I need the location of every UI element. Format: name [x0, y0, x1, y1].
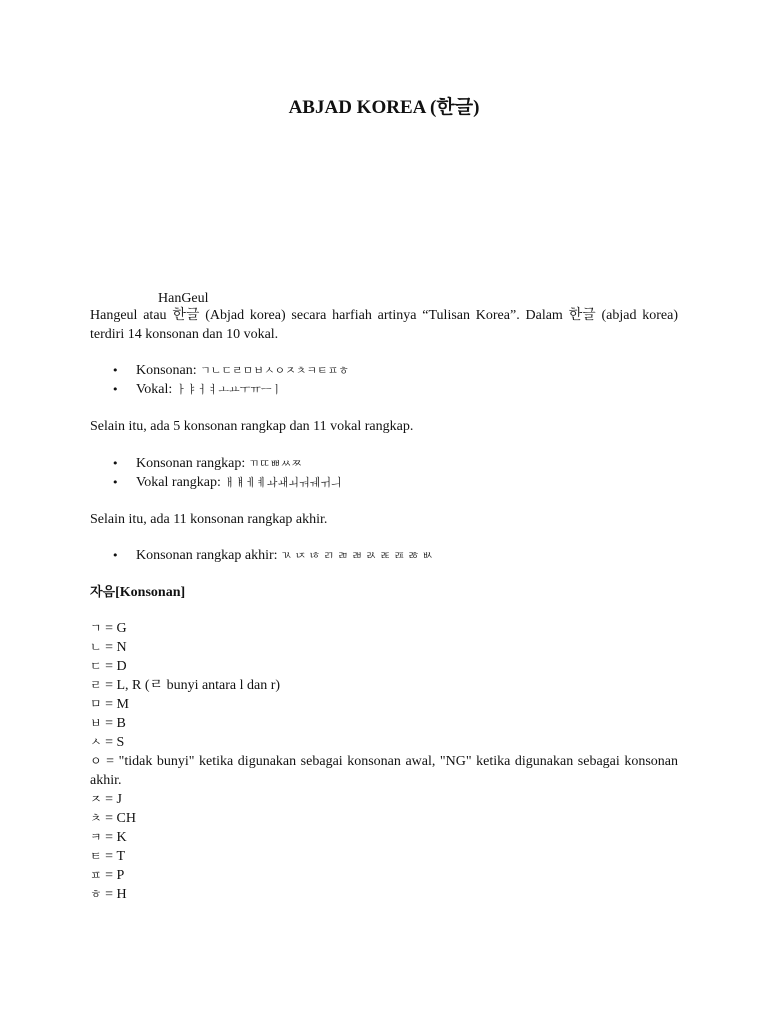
consonant-value: = CH: [101, 811, 136, 826]
consonant-row: [90, 638, 678, 657]
list-item: [90, 380, 349, 399]
consonant-row: [90, 752, 678, 790]
list-item: [90, 473, 341, 492]
consonant-value: = G: [101, 621, 127, 636]
consonant-jamo: ㅎ: [90, 887, 102, 901]
list-item-label: Vokal rangkap:: [136, 475, 225, 490]
consonant-row: [90, 847, 678, 866]
consonant-jamo: ㅂ: [90, 716, 102, 730]
section-heading-korean: 자음: [90, 585, 116, 600]
consonant-jamo: ㄱ: [90, 621, 102, 635]
consonant-jamo: ㅁ: [90, 697, 102, 711]
consonant-row: [90, 828, 678, 847]
consonant-row: [90, 676, 678, 695]
list-item-chars: ㄲㄸㅃㅆㅉ: [248, 457, 302, 470]
list-item: [90, 361, 349, 380]
double-letters-list: [90, 454, 341, 492]
consonant-row: [90, 809, 678, 828]
document-page: [90, 0, 678, 1024]
list-item-label: Konsonan rangkap:: [136, 456, 249, 471]
double-letters-paragraph: Selain itu, ada 5 konsonan rangkap dan 11 vokal rangkap.: [90, 419, 414, 434]
list-item-label: Konsonan:: [136, 363, 201, 378]
consonant-row: [90, 657, 678, 676]
consonant-jamo: ㅌ: [90, 849, 102, 863]
intro-paragraph: [90, 306, 678, 344]
consonant-value: = K: [101, 830, 127, 845]
consonant-value: = P: [101, 868, 125, 883]
consonant-row: [90, 714, 678, 733]
consonant-value: = J: [101, 792, 122, 807]
intro-text-3: (abjad korea) terdiri 14 konsonan dan 10 vokal.: [90, 308, 678, 342]
consonant-value: = "tidak bunyi" ketika digunakan sebagai konsonan awal, "NG" ketika digunakan sebagai konsonan akhir.: [90, 754, 678, 788]
consonant-value: = S: [101, 735, 125, 750]
consonant-row: [90, 619, 678, 638]
consonant-value: = B: [101, 716, 126, 731]
consonant-jamo: ㅅ: [90, 735, 102, 749]
section-heading: [90, 583, 185, 602]
consonant-row: [90, 885, 678, 904]
list-item-chars: ㅐㅒㅔㅖㅘㅙㅚㅝㅞㅟㅢ: [224, 476, 342, 489]
consonant-value: = D: [101, 659, 127, 674]
intro-text-2: (Abjad korea) secara harfiah artinya “Tulisan Korea”. Dalam: [199, 308, 569, 323]
consonant-jamo: ㅊ: [90, 811, 102, 825]
list-item-chars: ㅏㅑㅓㅕㅗㅛㅜㅠㅡㅣ: [175, 383, 283, 396]
consonant-row: [90, 866, 678, 885]
consonant-jamo: ㅋ: [90, 830, 102, 844]
consonant-jamo: ㄴ: [90, 640, 102, 654]
consonant-jamo: ㄹ: [90, 678, 102, 692]
image-caption: HanGeul: [158, 291, 209, 306]
consonant-value: = M: [101, 697, 129, 712]
list-item: [90, 546, 433, 565]
consonant-row: [90, 695, 678, 714]
intro-korean-word-1: 한글: [172, 307, 200, 323]
consonant-value: = N: [101, 640, 127, 655]
list-item-chars: ㄳ ㄵ ㄶ ㄺ ㄻ ㄼ ㄽ ㄾ ㄿ ㅀ ㅄ: [281, 549, 433, 562]
consonant-value: = L, R (ㄹ bunyi antara l dan r): [101, 678, 281, 693]
list-item-label: Vokal:: [136, 382, 176, 397]
consonant-row: [90, 733, 678, 752]
intro-korean-word-2: 한글: [568, 307, 596, 323]
intro-text-1: Hangeul atau: [90, 308, 173, 323]
final-consonants-list: [90, 546, 433, 565]
alphabet-list: [90, 361, 349, 399]
document-title: ABJAD KOREA (한글): [288, 97, 480, 118]
section-heading-label: [Konsonan]: [115, 585, 186, 600]
consonant-jamo: ㅈ: [90, 792, 102, 806]
list-item-label: Konsonan rangkap akhir:: [136, 548, 282, 563]
consonant-jamo: ㅇ: [90, 754, 102, 768]
list-item: [90, 454, 341, 473]
final-consonants-paragraph: Selain itu, ada 11 konsonan rangkap akhir.: [90, 512, 328, 527]
consonant-row: [90, 790, 678, 809]
consonant-value: = T: [101, 849, 126, 864]
consonant-jamo: ㅍ: [90, 868, 102, 882]
consonant-jamo: ㄷ: [90, 659, 102, 673]
list-item-chars: ㄱㄴㄷㄹㅁㅂㅅㅇㅈㅊㅋㅌㅍㅎ: [200, 364, 349, 377]
consonant-value: = H: [101, 887, 127, 902]
consonant-mapping-list: [90, 619, 678, 904]
